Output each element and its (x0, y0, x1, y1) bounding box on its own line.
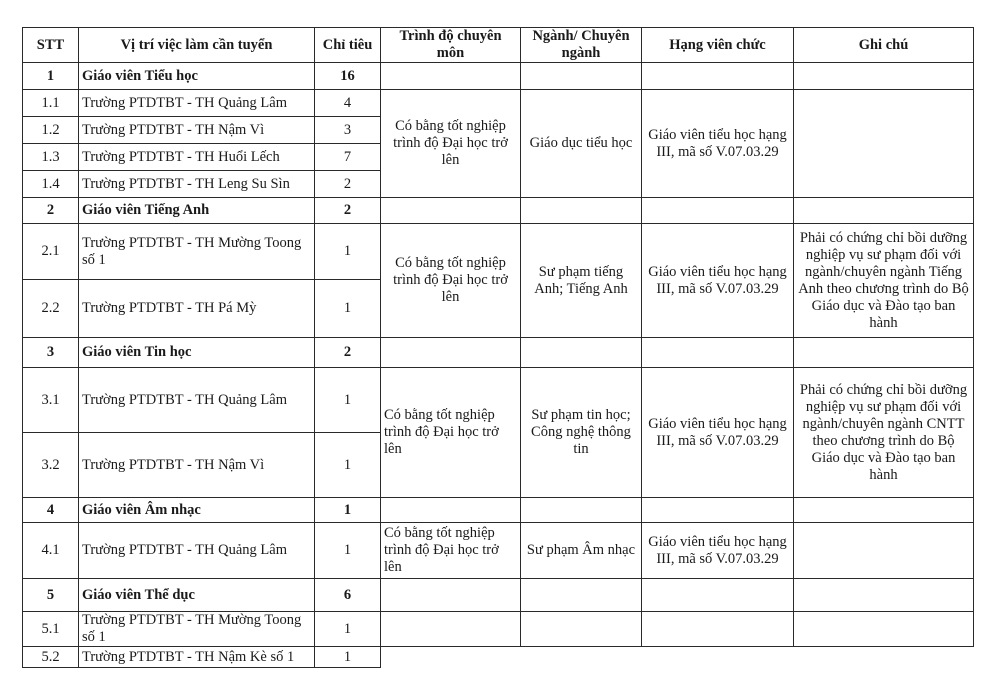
row-count: 1 (315, 647, 381, 668)
group-stt: 4 (23, 498, 79, 523)
note-cell: Phải có chứng chỉ bồi dưỡng nghiệp vụ sư phạm đối với ngành/chuyên ngành Tiếng Anh theo chương trình do Bộ Giáo dục và Đào tạo ban hành (794, 224, 974, 338)
group-count: 2 (315, 338, 381, 368)
row-school: Trường PTDTBT - TH Mường Toong số 1 (79, 224, 315, 280)
header-stt: STT (23, 28, 79, 63)
group-name: Giáo viên Thể dục (79, 579, 315, 612)
table-row (23, 612, 974, 647)
row-stt: 1.4 (23, 171, 79, 198)
group-row (23, 63, 974, 90)
table-row (23, 647, 974, 668)
header-rank: Hạng viên chức (642, 28, 794, 63)
qualification-cell: Có bằng tốt nghiệp trình độ Đại học trở lên (381, 368, 521, 498)
table-row (23, 523, 974, 579)
row-stt: 3.1 (23, 368, 79, 433)
note-cell (794, 90, 974, 198)
group-name: Giáo viên Tiếng Anh (79, 198, 315, 224)
row-count: 7 (315, 144, 381, 171)
group-count: 16 (315, 63, 381, 90)
major-cell: Sư phạm Âm nhạc (521, 523, 642, 579)
recruitment-table (22, 27, 974, 668)
row-stt: 2.2 (23, 280, 79, 338)
group-stt: 1 (23, 63, 79, 90)
row-count: 3 (315, 117, 381, 144)
table-row (23, 90, 974, 117)
qualification-cell: Có bằng tốt nghiệp trình độ Đại học trở lên (381, 224, 521, 338)
group-row (23, 498, 974, 523)
group-stt: 3 (23, 338, 79, 368)
row-school: Trường PTDTBT - TH Pá Mỳ (79, 280, 315, 338)
row-school: Trường PTDTBT - TH Quảng Lâm (79, 368, 315, 433)
group-name: Giáo viên Tiểu học (79, 63, 315, 90)
row-school: Trường PTDTBT - TH Mường Toong số 1 (79, 612, 315, 647)
header-major: Ngành/ Chuyên ngành (521, 28, 642, 63)
row-count: 1 (315, 368, 381, 433)
row-count: 2 (315, 171, 381, 198)
row-school: Trường PTDTBT - TH Quảng Lâm (79, 90, 315, 117)
row-stt: 1.2 (23, 117, 79, 144)
group-row (23, 579, 974, 612)
group-count: 2 (315, 198, 381, 224)
note-cell: Phải có chứng chỉ bồi dưỡng nghiệp vụ sư phạm đối với ngành/chuyên ngành CNTT theo chương trình do Bộ Giáo dục và Đào tạo ban hành (794, 368, 974, 498)
row-school: Trường PTDTBT - TH Nậm Kè số 1 (79, 647, 315, 668)
rank-cell: Giáo viên tiểu học hạng III, mã số V.07.03.29 (642, 90, 794, 198)
qualification-cell: Có bằng tốt nghiệp trình độ Đại học trở lên (381, 523, 521, 579)
header-quota: Chỉ tiêu (315, 28, 381, 63)
group-row (23, 338, 974, 368)
header-qualification: Trình độ chuyên môn (381, 28, 521, 63)
group-count: 6 (315, 579, 381, 612)
row-count: 1 (315, 280, 381, 338)
header-note: Ghi chú (794, 28, 974, 63)
group-row (23, 198, 974, 224)
header-row (23, 28, 974, 63)
row-stt: 5.1 (23, 612, 79, 647)
rank-cell: Giáo viên tiểu học hạng III, mã số V.07.03.29 (642, 523, 794, 579)
row-school: Trường PTDTBT - TH Nậm Vì (79, 433, 315, 498)
row-count: 1 (315, 523, 381, 579)
row-school: Trường PTDTBT - TH Leng Su Sìn (79, 171, 315, 198)
row-school: Trường PTDTBT - TH Nậm Vì (79, 117, 315, 144)
row-school: Trường PTDTBT - TH Quảng Lâm (79, 523, 315, 579)
note-cell (794, 523, 974, 579)
table-row (23, 368, 974, 433)
major-cell: Sư phạm tiếng Anh; Tiếng Anh (521, 224, 642, 338)
table-row (23, 224, 974, 280)
group-name: Giáo viên Âm nhạc (79, 498, 315, 523)
group-name: Giáo viên Tin học (79, 338, 315, 368)
group-count: 1 (315, 498, 381, 523)
row-stt: 4.1 (23, 523, 79, 579)
row-count: 4 (315, 90, 381, 117)
row-count: 1 (315, 224, 381, 280)
row-stt: 1.3 (23, 144, 79, 171)
row-stt: 5.2 (23, 647, 79, 668)
row-stt: 3.2 (23, 433, 79, 498)
major-cell: Giáo dục tiểu học (521, 90, 642, 198)
rank-cell: Giáo viên tiểu học hạng III, mã số V.07.03.29 (642, 224, 794, 338)
row-stt: 2.1 (23, 224, 79, 280)
qualification-cell: Có bằng tốt nghiệp trình độ Đại học trở lên (381, 90, 521, 198)
row-school: Trường PTDTBT - TH Huổi Lếch (79, 144, 315, 171)
rank-cell: Giáo viên tiểu học hạng III, mã số V.07.03.29 (642, 368, 794, 498)
group-stt: 2 (23, 198, 79, 224)
row-stt: 1.1 (23, 90, 79, 117)
row-count: 1 (315, 612, 381, 647)
header-position: Vị trí việc làm cần tuyển (79, 28, 315, 63)
group-stt: 5 (23, 579, 79, 612)
major-cell: Sư phạm tin học; Công nghệ thông tin (521, 368, 642, 498)
row-count: 1 (315, 433, 381, 498)
